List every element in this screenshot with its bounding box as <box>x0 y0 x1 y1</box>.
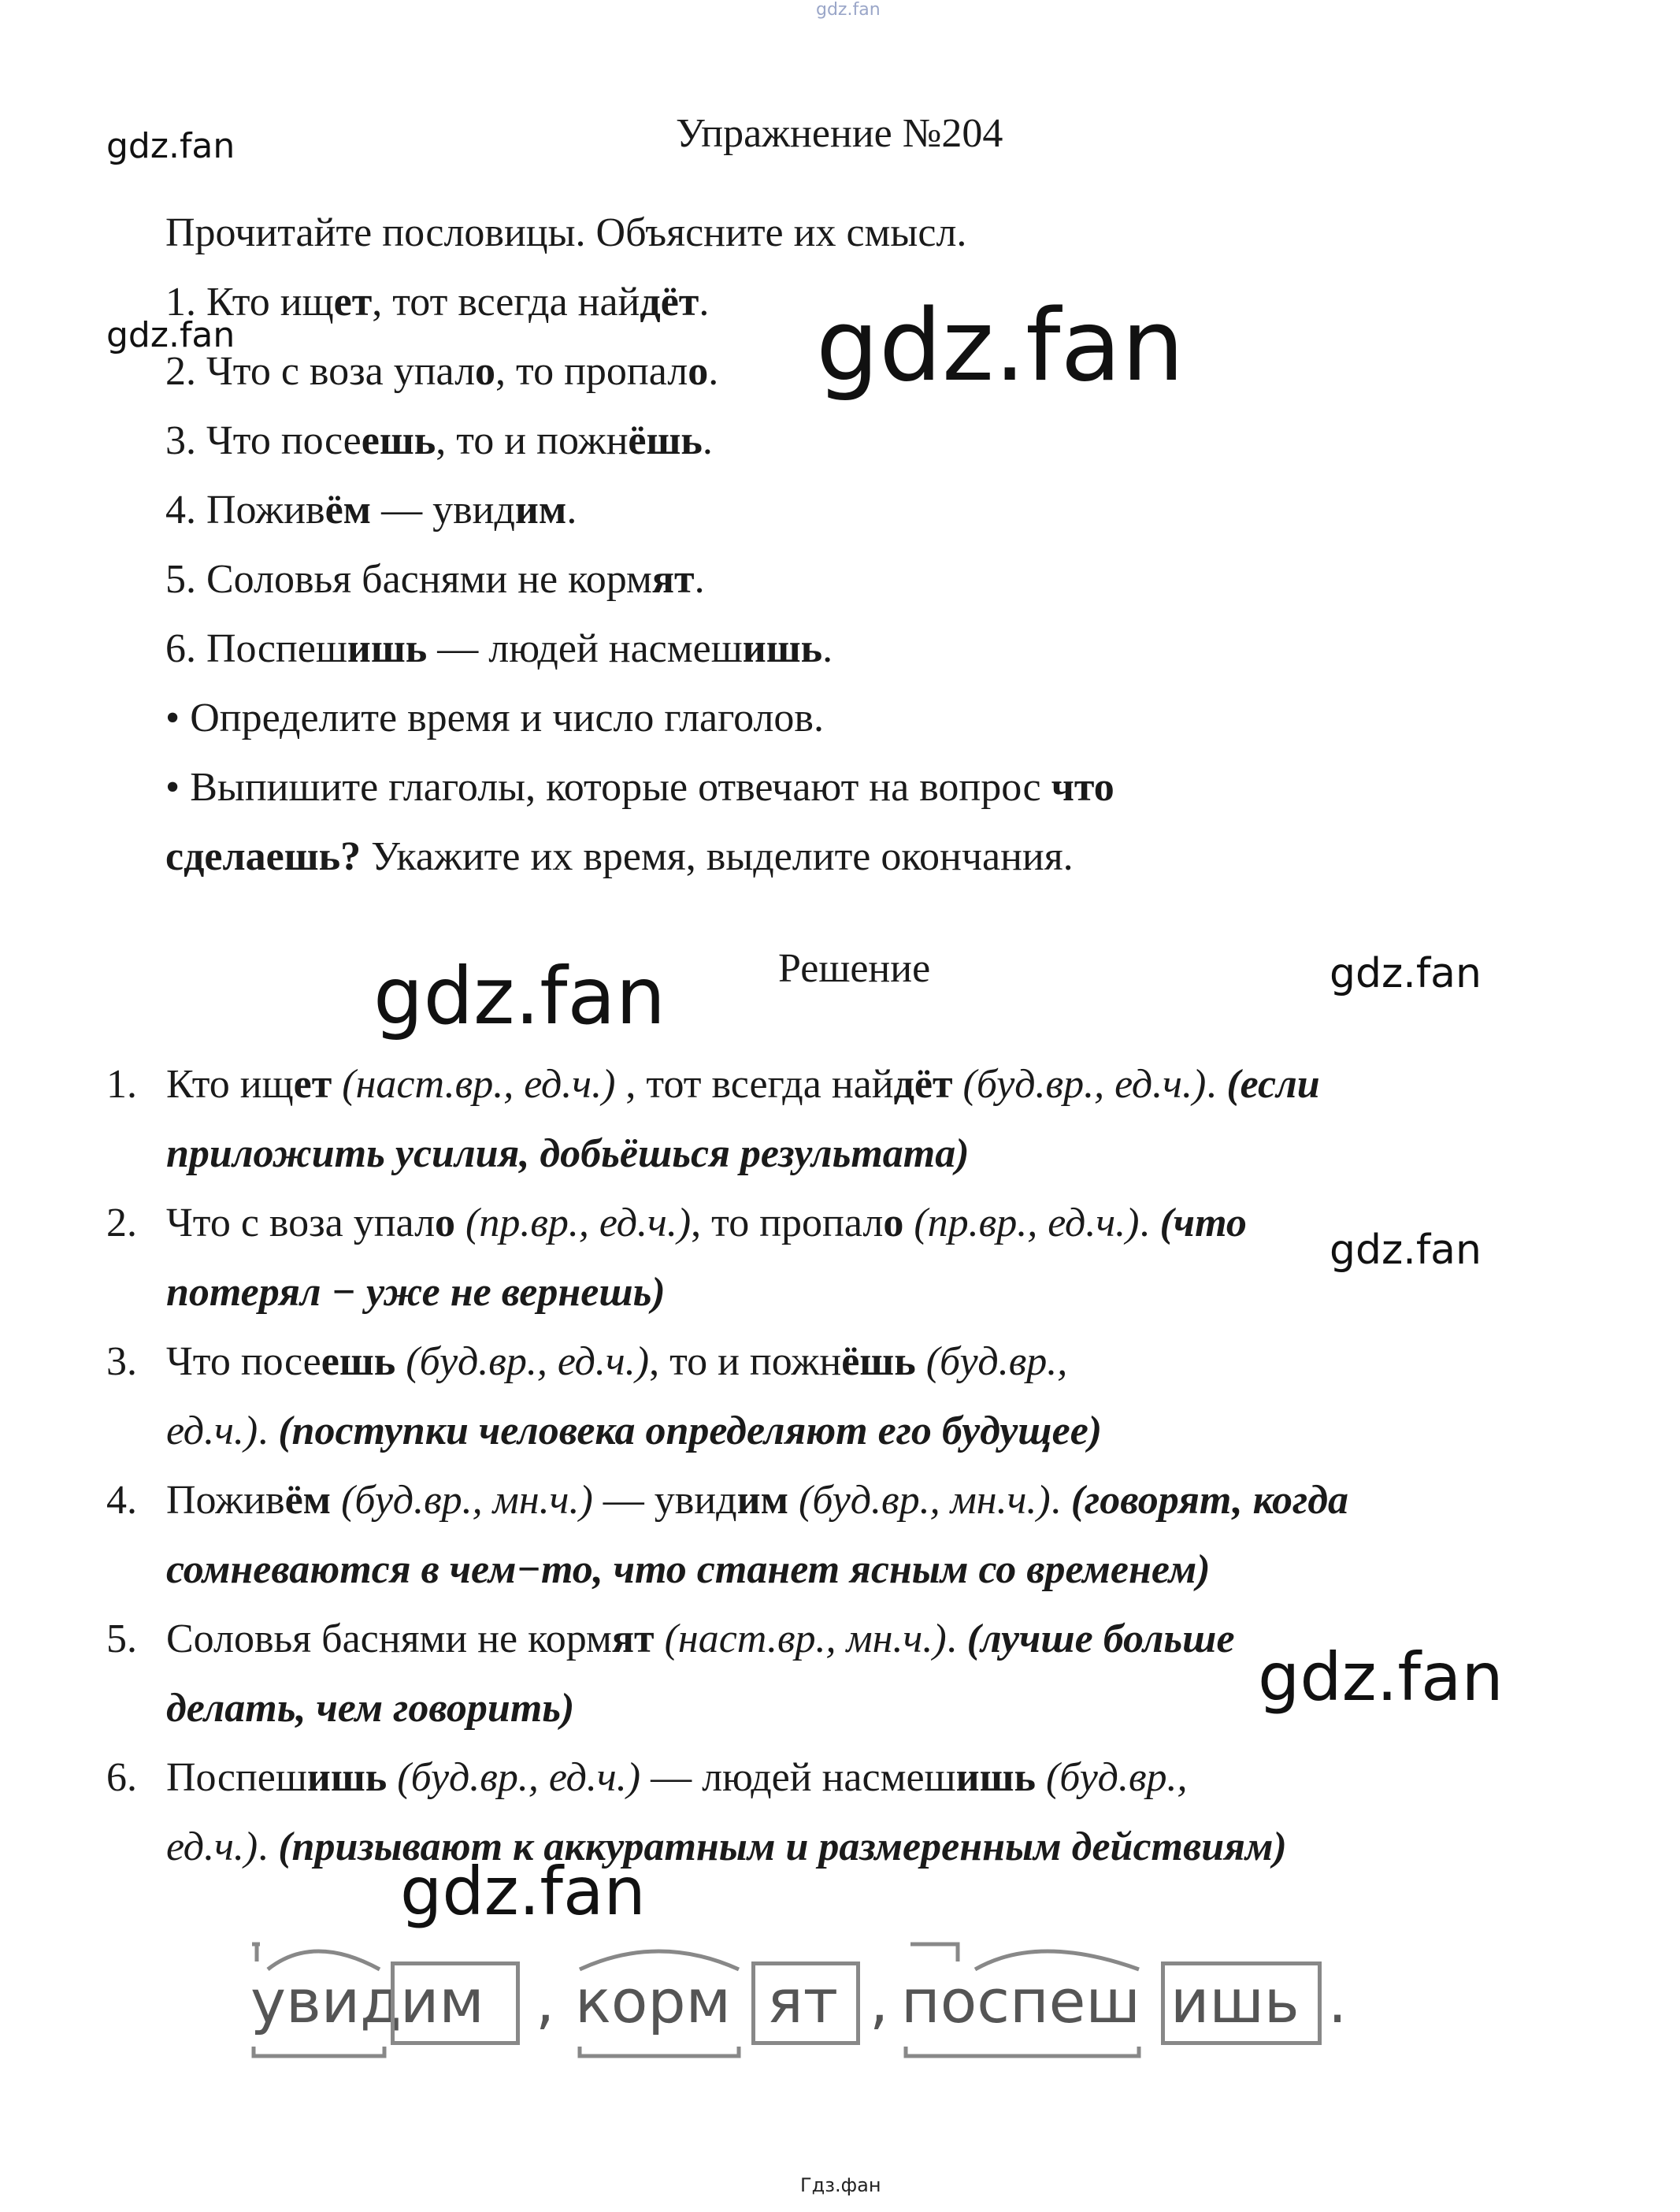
page-title: Упражнение №204 <box>676 111 1003 156</box>
proverb-2: 2. Что с воза упало, то пропало. <box>165 349 719 394</box>
morph-dot: . <box>1328 1966 1348 2036</box>
solution-item-4: 4. Поживём (буд.вр., мн.ч.) — увидим (буд.вр., мн.ч.). (говорят, когда сомневаются в чем−то, что станет ясным со временем) <box>106 1478 1348 1592</box>
watermark-small-1: gdz.fan <box>106 126 235 166</box>
watermark-small-2: gdz.fan <box>106 315 235 355</box>
proverb-5: 5. Соловья баснями не кормят. <box>165 557 705 602</box>
watermark-large-3: gdz.fan <box>1258 1639 1504 1716</box>
morph-word2-ending: ят <box>767 1966 838 2036</box>
solution-item-1: 1. Кто ищет (наст.вр., ед.ч.) , тот всегда найдёт (буд.вр., ед.ч.). (если приложить усилия, добьёшься результата) <box>106 1062 1320 1176</box>
morph-word3-stem: поспеш <box>901 1966 1140 2036</box>
proverb-6: 6. Поспешишь — людей насмешишь. <box>165 626 833 671</box>
solution-item-6: 6. Поспешишь (буд.вр., ед.ч.) — людей насмешишь (буд.вр., ед.ч.). (призывают к аккуратным и размеренным действиям) <box>106 1755 1287 1869</box>
morph-word1-stem: увид <box>250 1966 402 2036</box>
morph-word2-stem: корм <box>575 1966 731 2036</box>
proverb-4: 4. Поживём — увидим. <box>165 488 577 533</box>
solution-item-2: 2. Что с воза упало (пр.вр., ед.ч.), то пропало (пр.вр., ед.ч.). (что потерял − уже не вернешь) <box>106 1201 1247 1315</box>
morph-word1-ending: им <box>400 1966 484 2036</box>
task-question-2: • Выпишите глаголы, которые отвечают на вопрос что <box>165 765 1114 810</box>
solution-item-5: 5. Соловья баснями не кормят (наст.вр., мн.ч.). (лучше больше делать, чем говорить) <box>106 1616 1235 1731</box>
top-watermark: gdz.fan <box>816 0 881 20</box>
solution-heading: Решение <box>778 946 931 991</box>
proverb-1: 1. Кто ищет, тот всегда найдёт. <box>165 280 710 325</box>
morph-comma-2: , <box>870 1966 889 2036</box>
solution-item-3: 3. Что посеешь (буд.вр., ед.ч.), то и пожнёшь (буд.вр., ед.ч.). (поступки человека определяют его будущее) <box>106 1339 1103 1453</box>
watermark-medium-1: gdz.fan <box>1330 950 1482 997</box>
morpheme-analysis <box>250 1938 1353 2064</box>
watermark-large-1: gdz.fan <box>816 288 1185 403</box>
morph-comma-1: , <box>536 1966 555 2036</box>
task-question-1: • Определите время и число глаголов. <box>165 696 824 740</box>
task-intro: Прочитайте пословицы. Объясните их смысл. <box>165 210 967 255</box>
footer-mark: Гдз.фан <box>800 2174 881 2196</box>
watermark-large-2: gdz.fan <box>373 950 666 1042</box>
watermark-large-4: gdz.fan <box>400 1853 646 1930</box>
proverb-3: 3. Что посеешь, то и пожнёшь. <box>165 418 713 463</box>
task-question-2-cont: сделаешь? Укажите их время, выделите окончания. <box>165 834 1074 879</box>
watermark-medium-2: gdz.fan <box>1330 1227 1482 1274</box>
morph-word3-ending: ишь <box>1170 1966 1300 2036</box>
